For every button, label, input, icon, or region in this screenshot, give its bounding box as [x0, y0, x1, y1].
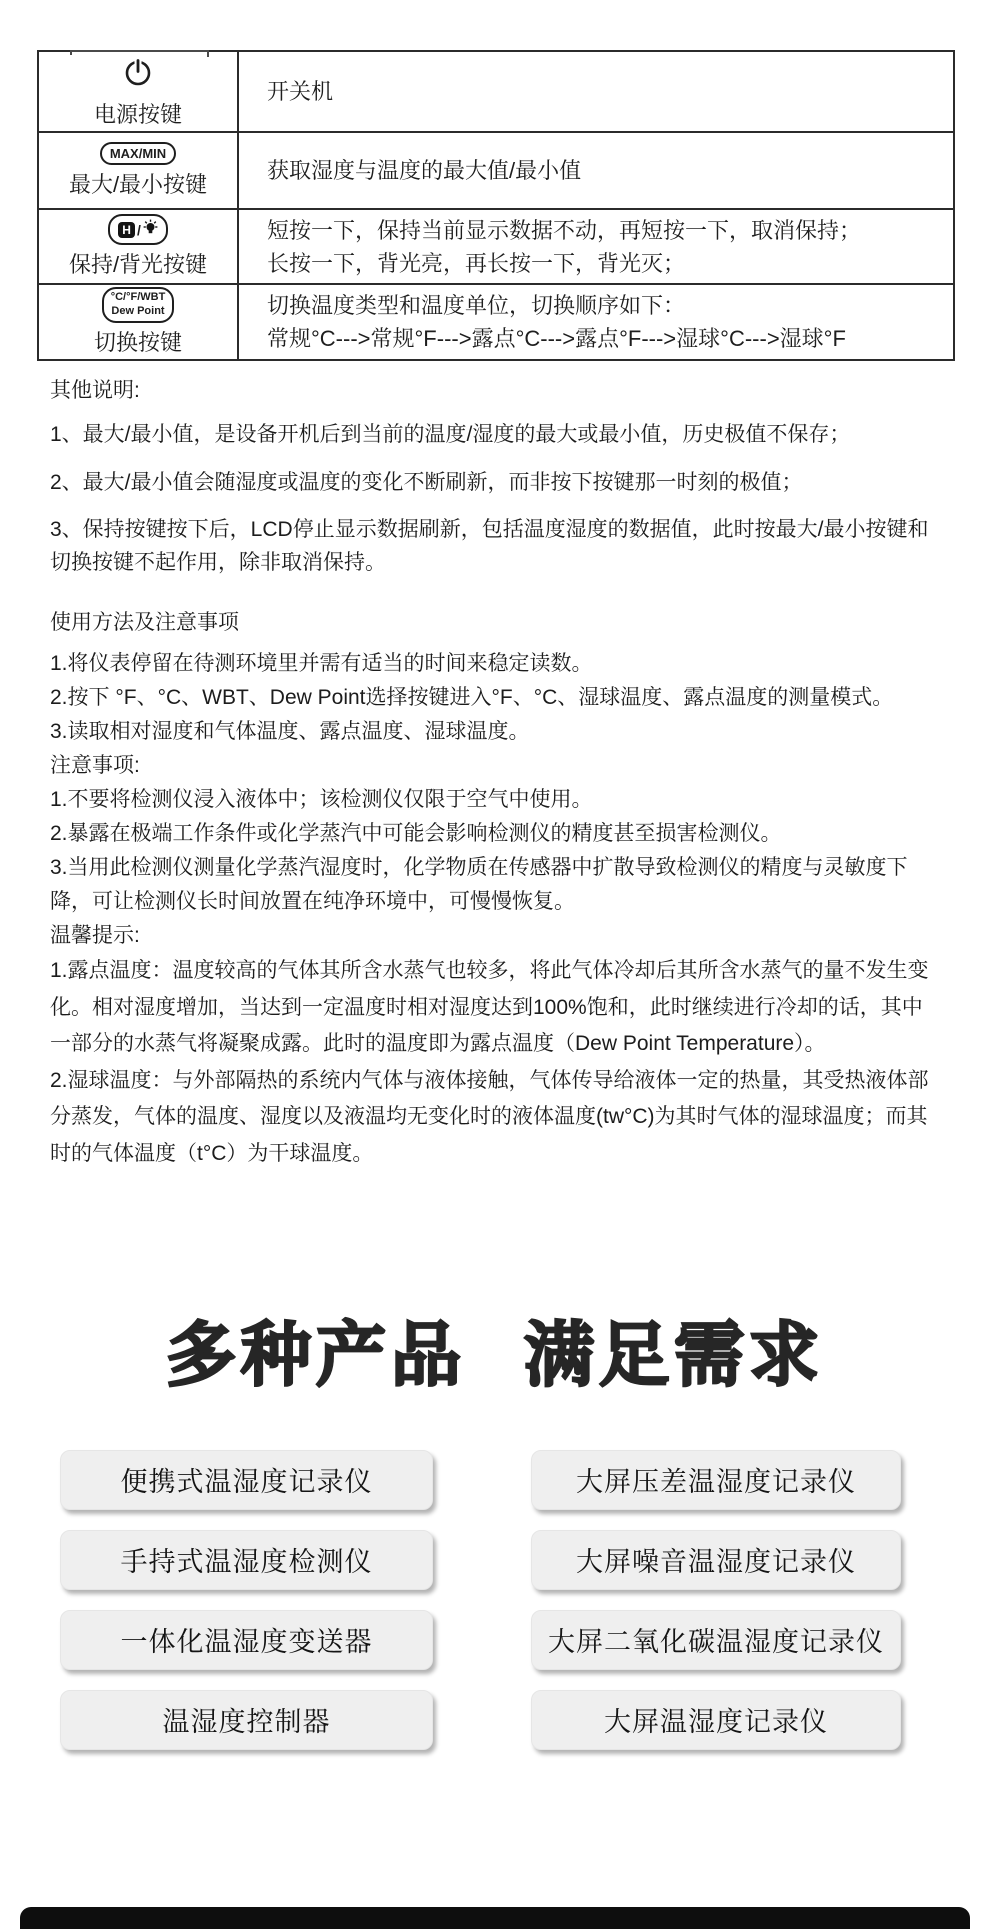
products-heading-part2: 满足需求: [524, 1315, 824, 1394]
cropped-box-tick-left: [70, 50, 72, 55]
product-button-large-screen-recorder[interactable]: 大屏温湿度记录仪: [531, 1690, 901, 1750]
button-label: 保持/背光按键: [68, 252, 208, 277]
product-button-portable-recorder[interactable]: 便携式温湿度记录仪: [60, 1450, 433, 1510]
button-description-line: 切换温度类型和温度单位，切换顺序如下：: [267, 293, 686, 318]
product-button-integrated-transmitter[interactable]: 一体化温湿度变送器: [60, 1610, 433, 1670]
button-label: 最大/最小按键: [68, 172, 208, 197]
caution-title: 注意事项:: [50, 754, 140, 778]
note-item: 2、最大/最小值会随湿度或温度的变化不断刷新，而非按下按键那一时刻的极值；: [50, 470, 803, 494]
usage-step: 1.将仪表停留在待测环境里并需有适当的时间来稳定读数。: [50, 652, 593, 676]
products-section: [0, 1299, 990, 1750]
hold-backlight-button-icon: H /: [108, 214, 168, 245]
tip-item: 1.露点温度：温度较高的气体其所含水蒸气也较多，将此气体冷却后其所含水蒸气的量不发生变化。相对湿度增加，当达到一定温度时相对湿度达到100%饱和，此时继续进行冷却的话，其中一部分的水蒸气将凝聚成露。此时的温度即为露点温度（Dew Point Temperature）。: [50, 959, 929, 1056]
product-button-noise-recorder[interactable]: 大屏噪音温湿度记录仪: [531, 1530, 901, 1590]
products-heading-part1: 多种产品: [166, 1315, 466, 1394]
button-function-table: [37, 50, 955, 361]
cropped-box-edge: [70, 50, 209, 52]
other-notes-title: 其他说明:: [50, 379, 140, 402]
backlight-bulb-icon: [143, 219, 158, 240]
button-description-line: 长按一下，背光亮，再长按一下，背光灭；: [267, 250, 686, 276]
power-icon: [120, 54, 156, 95]
usage-title: 使用方法及注意事项: [50, 611, 239, 635]
maxmin-button-icon: MAX/MIN: [100, 142, 176, 165]
button-description-line: 常规°C--->常规°F--->露点°C--->露点°F--->湿球°C--->湿球°F: [267, 326, 846, 351]
products-heading: [0, 1299, 990, 1400]
caution-item: 2.暴露在极端工作条件或化学蒸汽中可能会影响检测仪的精度甚至损害检测仪。: [50, 822, 782, 846]
product-button-pressure-recorder[interactable]: 大屏压差温湿度记录仪: [531, 1450, 901, 1510]
tips-title: 温馨提示:: [50, 924, 140, 948]
product-buttons-grid: [60, 1450, 990, 1750]
hold-letter-icon: H: [118, 222, 135, 238]
usage-step: 3.读取相对湿度和气体温度、露点温度、湿球温度。: [50, 720, 530, 744]
unit-switch-button-icon: °C/°F/WBT Dew Point: [102, 287, 175, 323]
button-label: 电源按键: [93, 102, 182, 127]
table-row: [38, 209, 954, 284]
product-button-controller[interactable]: 温湿度控制器: [60, 1690, 433, 1750]
caution-item: 1.不要将检测仪浸入液体中；该检测仪仅限于空气中使用。: [50, 788, 593, 812]
tip-item: 2.湿球温度：与外部隔热的系统内气体与液体接触，气体传导给液体一定的热量，其受热液体部分蒸发，气体的温度、湿度以及液温均无变化时的液体温度(tw°C)为其时气体的湿球温度；而其时的气体温度（t°C）为干球温度。: [50, 1068, 929, 1165]
other-notes-section: [50, 374, 940, 579]
product-button-co2-recorder[interactable]: 大屏二氧化碳温湿度记录仪: [531, 1610, 901, 1670]
note-item: 1、最大/最小值，是设备开机后到当前的温度/湿度的最大或最小值，历史极值不保存；: [50, 423, 851, 446]
button-description-line: 短按一下，保持当前显示数据不动，再短按一下，取消保持；: [267, 217, 862, 243]
button-description: 获取湿度与温度的最大值/最小值: [267, 158, 582, 183]
usage-section: [50, 606, 940, 1172]
table-row: [38, 284, 954, 360]
note-item: 3、保持按键按下后，LCD停止显示数据刷新，包括温度湿度的数据值，此时按最大/最小按键和切换按键不起作用，除非取消保持。: [50, 518, 929, 574]
table-row: [38, 51, 954, 132]
button-label: 切换按键: [93, 329, 182, 355]
table-row: [38, 132, 954, 209]
usage-step: 2.按下 °F、°C、WBT、Dew Point选择按键进入°F、°C、湿球温度、露点温度的测量模式。: [50, 686, 894, 710]
button-description: 开关机: [267, 79, 334, 104]
section-divider-bar: [20, 1907, 970, 1929]
cropped-box-tick-right: [207, 50, 209, 57]
product-button-handheld-detector[interactable]: 手持式温湿度检测仪: [60, 1530, 433, 1590]
caution-item: 3.当用此检测仪测量化学蒸汽湿度时，化学物质在传感器中扩散导致检测仪的精度与灵敏度下降，可让检测仪长时间放置在纯净环境中，可慢慢恢复。: [50, 856, 908, 914]
